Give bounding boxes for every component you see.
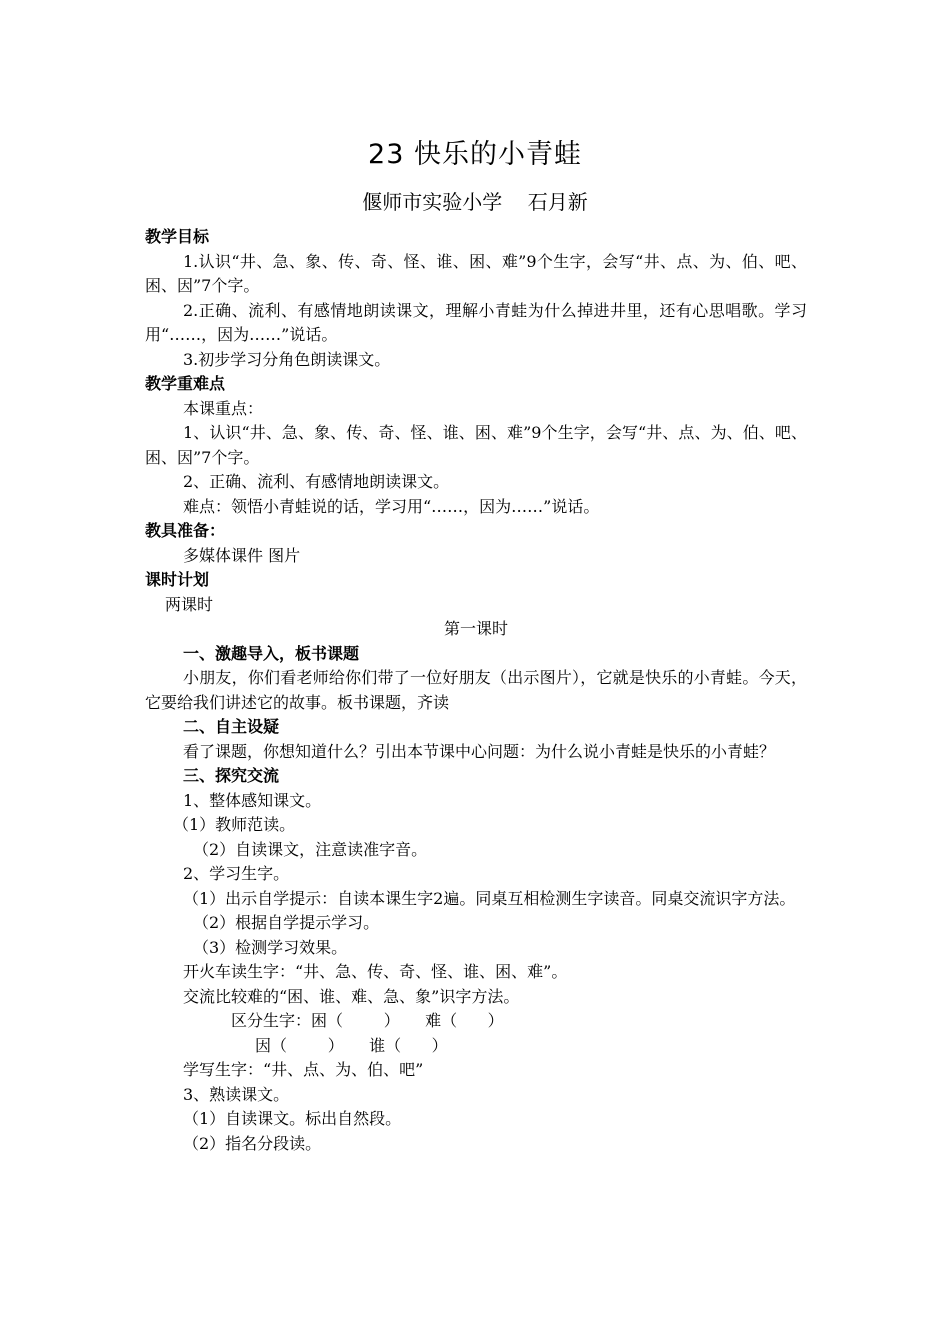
step2-a: （1）出示自学提示：自读本课生字2遍。同桌互相检测生字读音。同桌交流识字方法。 <box>183 888 796 908</box>
write-characters: 学写生字：“井、点、为、伯、吧” <box>183 1060 424 1079</box>
section1-heading: 一、激趣导入，板书课题 <box>183 643 360 663</box>
objective-item-2: 2.正确、流利、有感情地朗读课文，理解小青蛙为什么掉进井里，还有心思唱歌。学习用“……，因为……”说话。 <box>145 300 807 344</box>
step2: 2、学习生字。 <box>183 864 290 883</box>
section2-heading: 二、自主设疑 <box>183 717 280 736</box>
section1-text: 小朋友，你们看老师给你们带了一位好朋友（出示图片），它就是快乐的小青蛙。今天，它要给我们讲述它的故事。板书课题，齐读 <box>145 668 807 712</box>
step1: 1、整体感知课文。 <box>183 790 322 810</box>
materials-text: 多媒体课件 图片 <box>183 545 301 565</box>
lesson1-heading: 第一课时 <box>443 619 508 638</box>
step1-b: （2）自读课文，注意读准字音。 <box>193 839 428 859</box>
objectives-heading: 教学目标 <box>145 227 210 246</box>
section2-text: 看了课题，你想知道什么？引出本节课中心问题：为什么说小青蛙是快乐的小青蛙？ <box>183 741 776 761</box>
document-body <box>145 225 807 1156</box>
key-point-item-2: 2、正确、流利、有感情地朗读课文。 <box>183 472 450 491</box>
objective-item-1: 1.认识“井、急、象、传、奇、怪、谁、困、难”9个生字，会写“井、点、为、伯、吧、困、因”7个字。 <box>145 251 807 295</box>
step1-a: （1）教师范读。 <box>173 815 296 834</box>
step2-c: （3）检测学习效果。 <box>193 937 348 957</box>
compare-method: 交流比较难的“困、谁、难、急、象”识字方法。 <box>183 986 520 1006</box>
document-title: 23 快乐的小青蛙 <box>368 139 582 170</box>
section3-heading: 三、探究交流 <box>183 766 280 785</box>
key-point-item-1: 1、认识“井、急、象、传、奇、怪、谁、困、难”9个生字，会写“井、点、为、伯、吧、困、因”7个字。 <box>145 423 807 467</box>
distinguish-row-1: 区分生字：困（ ） 难（ ） <box>231 1011 504 1030</box>
schedule-heading: 课时计划 <box>145 570 210 589</box>
step3: 3、熟读课文。 <box>183 1084 290 1104</box>
objective-item-3: 3.初步学习分角色朗读课文。 <box>183 349 391 369</box>
train-reading: 开火车读生字：“井、急、传、奇、怪、谁、困、难”。 <box>183 962 568 981</box>
materials-heading: 教具准备： <box>145 521 226 540</box>
distinguish-row-2: 因（ ） 谁（ ） <box>255 1035 448 1055</box>
key-points-heading: 教学重难点 <box>145 374 226 393</box>
key-points-focus-label: 本课重点： <box>183 398 264 418</box>
step2-b: （2）根据自学提示学习。 <box>193 913 380 932</box>
author-line: 偃师市实验小学 石月新 <box>362 190 588 214</box>
schedule-text: 两课时 <box>165 594 214 614</box>
step3-a: （1）自读课文。标出自然段。 <box>183 1109 402 1128</box>
step3-b: （2）指名分段读。 <box>183 1133 322 1153</box>
key-points-difficulty: 难点：领悟小青蛙说的话，学习用“……，因为……”说话。 <box>183 496 600 516</box>
